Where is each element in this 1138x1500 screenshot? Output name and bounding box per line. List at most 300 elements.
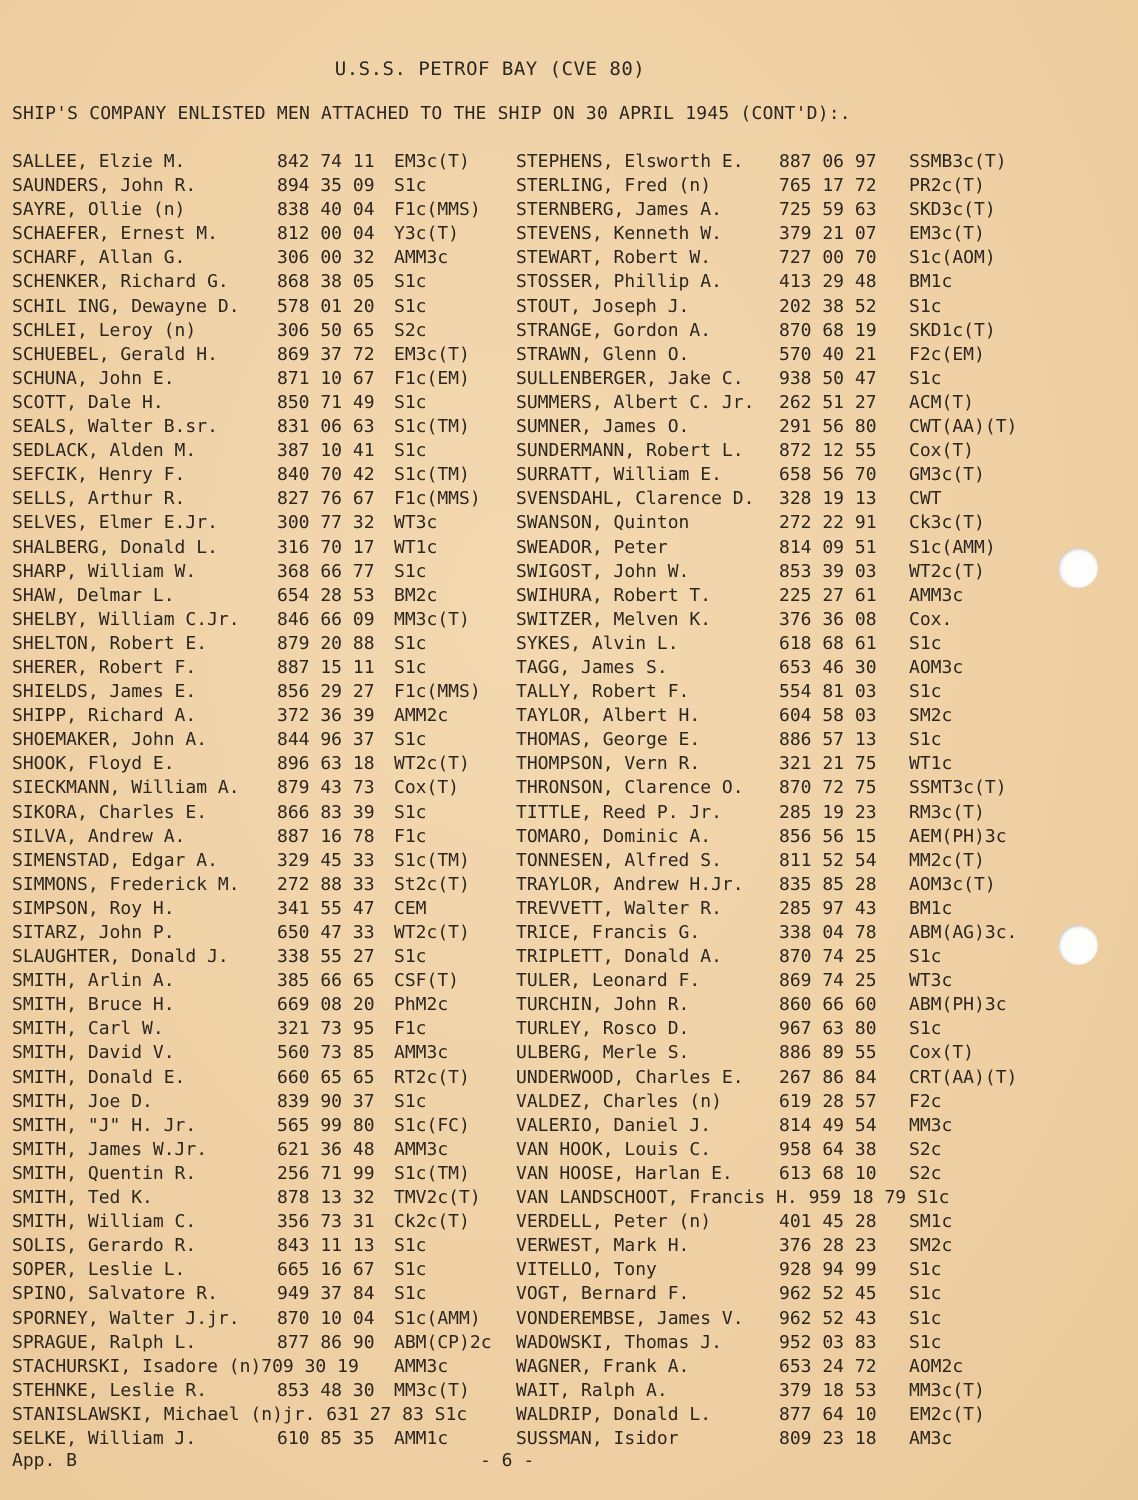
name-right: VOGT, Bernard F.	[516, 1283, 690, 1305]
name-left: SELLS, Arthur R.	[12, 488, 186, 510]
name-right: SUSSMAN, Isidor	[516, 1427, 679, 1449]
service-number-left: 843 11 13	[277, 1235, 375, 1257]
name-left: SHIELDS, James E.	[12, 681, 197, 703]
name-left: SMITH, Ted K.	[12, 1187, 153, 1209]
roster-row	[12, 993, 1042, 1017]
name-right: TRICE, Francis G.	[516, 922, 701, 943]
rating-right: SKD1c(T)	[909, 319, 996, 341]
name-left: SCHAEFER, Ernest M.	[12, 223, 218, 245]
service-number-right: 814 49 54	[779, 1114, 877, 1136]
service-number-right: 853 39 03	[779, 560, 877, 582]
roster-row	[12, 656, 1042, 680]
service-number-left: 831 06 63	[277, 416, 375, 438]
service-number-left: 321 73 95	[277, 1018, 375, 1040]
service-number-left: 896 63 18	[277, 753, 375, 775]
service-number-right: 604 58 03	[779, 705, 877, 727]
service-number-right: 887 06 97	[779, 151, 877, 172]
roster-row	[12, 1427, 1042, 1451]
name-right: TULER, Leonard F.	[516, 970, 701, 992]
roster-row	[12, 463, 1042, 487]
service-number-left: 356 73 31	[277, 1211, 375, 1233]
name-right: SVENSDAHL, Clarence D.	[516, 488, 755, 510]
rating-right: S1c	[909, 295, 942, 317]
rating-right: S2c	[909, 1162, 942, 1184]
service-number-left: 560 73 85	[277, 1042, 375, 1064]
service-number-left: 812 00 04	[277, 223, 375, 245]
name-left: SHOEMAKER, John A.	[12, 729, 208, 751]
document-title: U.S.S. PETROF BAY (CVE 80)	[334, 58, 646, 80]
rating-right: S2c	[909, 1138, 942, 1160]
rating-right: CWT	[909, 488, 942, 510]
rating-left: EM3c(T)	[394, 151, 470, 172]
service-number-left: 329 45 33	[277, 849, 375, 871]
service-number-left: 846 66 09	[277, 608, 375, 630]
rating-left: S1c	[394, 632, 427, 654]
name-right: ULBERG, Merle S.	[516, 1042, 690, 1064]
service-number-left: 879 20 88	[277, 632, 375, 654]
service-number-right: 814 09 51	[779, 536, 877, 558]
rating-left: S1c	[394, 1235, 427, 1257]
service-number-left: 870 10 04	[277, 1307, 375, 1329]
rating-left: WT2c(T)	[394, 922, 470, 943]
name-left: SHALBERG, Donald L.	[12, 536, 218, 558]
roster-row	[12, 174, 1042, 198]
service-number-left: 838 40 04	[277, 199, 375, 221]
rating-right: AOM3c(T)	[909, 873, 996, 895]
service-number-left: 844 96 37	[277, 729, 375, 751]
rating-right: F2c	[909, 1090, 942, 1112]
service-number-right: 872 12 55	[779, 440, 877, 462]
service-number-left: 387 10 41	[277, 440, 375, 462]
name-left: SHELBY, William C.Jr.	[12, 608, 240, 630]
rating-right: F2c(EM)	[909, 343, 985, 365]
service-number-left: 368 66 77	[277, 560, 375, 582]
roster-row	[12, 270, 1042, 294]
roster-row	[12, 849, 1042, 873]
roster-row	[12, 1355, 1042, 1379]
name-right: SWITZER, Melven K.	[516, 608, 712, 630]
service-number-right: 285 97 43	[779, 897, 877, 919]
roster-row	[12, 873, 1042, 897]
rating-left: AMM3c	[394, 247, 449, 269]
name-left: STANISLAWSKI, Michael (n)jr. 631 27 83 S1c	[12, 1403, 468, 1425]
name-left: SAYRE, Ollie (n)	[12, 199, 186, 221]
service-number-right: 272 22 91	[779, 512, 877, 534]
service-number-right: 379 21 07	[779, 223, 877, 245]
service-number-right: 570 40 21	[779, 343, 877, 365]
service-number-left: 272 88 33	[277, 873, 375, 895]
name-left: SMITH, William C.	[12, 1211, 197, 1233]
service-number-right: 653 46 30	[779, 656, 877, 678]
service-number-left: 949 37 84	[277, 1283, 375, 1305]
rating-right: S1c	[909, 367, 942, 389]
rating-right: GM3c(T)	[909, 464, 985, 486]
rating-left: F1c(MMS)	[394, 681, 481, 703]
service-number-right: 870 72 75	[779, 777, 877, 799]
service-number-left: 856 29 27	[277, 681, 375, 703]
service-number-left: 300 77 32	[277, 512, 375, 534]
service-number-right: 225 27 61	[779, 584, 877, 606]
name-right: STOSSER, Phillip A.	[516, 271, 722, 293]
roster-row	[12, 439, 1042, 463]
roster-row	[12, 295, 1042, 319]
rating-left: S1c	[394, 656, 427, 678]
rating-left: Cox(T)	[394, 777, 460, 799]
service-number-right: 860 66 60	[779, 994, 877, 1016]
rating-right: Cox.	[909, 608, 953, 630]
service-number-left: 665 16 67	[277, 1259, 375, 1281]
rating-right: S1c	[909, 1283, 942, 1305]
name-right: THRONSON, Clarence O.	[516, 777, 744, 799]
name-left: SMITH, Arlin A.	[12, 970, 175, 992]
service-number-right: 613 68 10	[779, 1162, 877, 1184]
name-left: SIKORA, Charles E.	[12, 801, 208, 823]
service-number-left: 879 43 73	[277, 777, 375, 799]
name-left: SHIPP, Richard A.	[12, 705, 197, 727]
rating-right: AOM2c	[909, 1355, 964, 1377]
service-number-right: 870 74 25	[779, 946, 877, 968]
rating-left: WT1c	[394, 536, 438, 558]
name-left: SHARP, William W.	[12, 560, 197, 582]
service-number-left: 316 70 17	[277, 536, 375, 558]
service-number-right: 413 29 48	[779, 271, 877, 293]
name-left: SEFCIK, Henry F.	[12, 464, 186, 486]
name-left: SEDLACK, Alden M.	[12, 440, 197, 462]
name-left: SAUNDERS, John R.	[12, 175, 197, 197]
roster-row	[12, 728, 1042, 752]
name-right: TAYLOR, Albert H.	[516, 705, 701, 727]
name-right: STEWART, Robert W.	[516, 247, 712, 269]
rating-left: S1c	[394, 946, 427, 968]
rating-right: S1c	[909, 946, 942, 968]
name-right: SWANSON, Quinton	[516, 512, 690, 534]
name-left: SMITH, Joe D.	[12, 1090, 153, 1112]
name-right: SWIGOST, John W.	[516, 560, 690, 582]
service-number-left: 842 74 11	[277, 151, 375, 172]
service-number-left: 372 36 39	[277, 705, 375, 727]
service-number-left: 866 83 39	[277, 801, 375, 823]
roster-table	[12, 150, 1042, 1451]
name-right: STRAWN, Glenn O.	[516, 343, 690, 365]
roster-row	[12, 222, 1042, 246]
name-right: TAGG, James S.	[516, 656, 668, 678]
name-left: SIMMONS, Frederick M.	[12, 873, 240, 895]
roster-row	[12, 969, 1042, 993]
document-subtitle: SHIP'S COMPANY ENLISTED MEN ATTACHED TO THE SHIP ON 30 APRIL 1945 (CONT'D):.	[12, 103, 851, 124]
roster-row	[12, 246, 1042, 270]
name-right: TOMARO, Dominic A.	[516, 825, 712, 847]
name-left: SMITH, Carl W.	[12, 1018, 164, 1040]
rating-right: S1c(AMM)	[909, 536, 996, 558]
name-right: VAN HOOK, Louis C.	[516, 1138, 712, 1160]
roster-row	[12, 391, 1042, 415]
service-number-right: 952 03 83	[779, 1331, 877, 1353]
service-number-left: 853 48 30	[277, 1379, 375, 1401]
rating-left: EM3c(T)	[394, 343, 470, 365]
rating-left: AMM3c	[394, 1355, 449, 1377]
service-number-right: 338 04 78	[779, 922, 877, 943]
name-right: WAIT, Ralph A.	[516, 1379, 668, 1401]
rating-left: S1c	[394, 729, 427, 751]
rating-right: S1c	[909, 729, 942, 751]
name-left: SILVA, Andrew A.	[12, 825, 186, 847]
rating-right: S1c	[909, 1018, 942, 1040]
service-number-right: 856 56 15	[779, 825, 877, 847]
name-left: STEHNKE, Leslie R.	[12, 1379, 208, 1401]
service-number-left: 256 71 99	[277, 1162, 375, 1184]
roster-row	[12, 704, 1042, 728]
roster-row	[12, 198, 1042, 222]
name-left: SIECKMANN, William A.	[12, 777, 240, 799]
service-number-right: 202 38 52	[779, 295, 877, 317]
name-right: WALDRIP, Donald L.	[516, 1403, 712, 1425]
service-number-left: 621 36 48	[277, 1138, 375, 1160]
rating-left: S1c	[394, 440, 427, 462]
rating-right: SM2c	[909, 1235, 953, 1257]
name-left: SCHARF, Allan G.	[12, 247, 186, 269]
service-number-right: 962 52 43	[779, 1307, 877, 1329]
service-number-left: 338 55 27	[277, 946, 375, 968]
service-number-right: 285 19 23	[779, 801, 877, 823]
name-left: SCOTT, Dale H.	[12, 391, 164, 413]
name-left: SCHLEI, Leroy (n)	[12, 319, 197, 341]
rating-right: MM3c	[909, 1114, 953, 1136]
service-number-right: 967 63 80	[779, 1018, 877, 1040]
rating-left: CSF(T)	[394, 970, 460, 992]
roster-row	[12, 1066, 1042, 1090]
service-number-left: 878 13 32	[277, 1187, 375, 1209]
service-number-left: 385 66 65	[277, 970, 375, 992]
name-right: STERLING, Fred (n)	[516, 175, 712, 197]
name-right: VALERIO, Daniel J.	[516, 1114, 712, 1136]
roster-row	[12, 1282, 1042, 1306]
service-number-right: 653 24 72	[779, 1355, 877, 1377]
roster-row	[12, 560, 1042, 584]
roster-row	[12, 1162, 1042, 1186]
rating-right: RM3c(T)	[909, 801, 985, 823]
rating-right: Ck3c(T)	[909, 512, 985, 534]
appendix-label: App. B	[12, 1450, 78, 1471]
name-left: SITARZ, John P.	[12, 922, 175, 943]
rating-left: S1c	[394, 560, 427, 582]
service-number-left: 850 71 49	[277, 391, 375, 413]
service-number-right: 886 57 13	[779, 729, 877, 751]
rating-left: F1c	[394, 825, 427, 847]
roster-row	[12, 825, 1042, 849]
rating-left: S1c(TM)	[394, 1162, 470, 1184]
roster-row	[12, 897, 1042, 921]
service-number-left: 827 76 67	[277, 488, 375, 510]
name-left: SHERER, Robert F.	[12, 656, 197, 678]
name-left: SCHIL ING, Dewayne D.	[12, 295, 240, 317]
name-right: SUMMERS, Albert C. Jr.	[516, 391, 755, 413]
name-left: SHELTON, Robert E.	[12, 632, 208, 654]
roster-row	[12, 1114, 1042, 1138]
name-left: SPRAGUE, Ralph L.	[12, 1331, 197, 1353]
rating-left: S1c	[394, 1259, 427, 1281]
rating-right: S1c	[909, 1307, 942, 1329]
rating-right: SSMT3c(T)	[909, 777, 1007, 799]
rating-left: S2c	[394, 319, 427, 341]
rating-left: S1c(FC)	[394, 1114, 470, 1136]
name-right: SUMNER, James O.	[516, 416, 690, 438]
roster-row	[12, 680, 1042, 704]
rating-left: CEM	[394, 897, 427, 919]
service-number-left: 660 65 65	[277, 1066, 375, 1088]
service-number-right: 765 17 72	[779, 175, 877, 197]
service-number-left: 868 38 05	[277, 271, 375, 293]
name-right: STERNBERG, James A.	[516, 199, 722, 221]
punch-hole	[1058, 925, 1098, 965]
roster-row	[12, 752, 1042, 776]
service-number-left: 871 10 67	[277, 367, 375, 389]
name-left: SPINO, Salvatore R.	[12, 1283, 218, 1305]
rating-right: MM3c(T)	[909, 1379, 985, 1401]
name-right: VALDEZ, Charles (n)	[516, 1090, 722, 1112]
rating-right: AOM3c	[909, 656, 964, 678]
rating-right: CWT(AA)(T)	[909, 416, 1018, 438]
rating-left: F1c(MMS)	[394, 199, 481, 221]
rating-right: SM1c	[909, 1211, 953, 1233]
roster-row	[12, 150, 1042, 174]
service-number-right: 401 45 28	[779, 1211, 877, 1233]
name-right: TRAYLOR, Andrew H.Jr.	[516, 873, 744, 895]
rating-right: AEM(PH)3c	[909, 825, 1007, 847]
rating-left: AMM2c	[394, 705, 449, 727]
service-number-right: 962 52 45	[779, 1283, 877, 1305]
service-number-left: 654 28 53	[277, 584, 375, 606]
name-right: STOUT, Joseph J.	[516, 295, 690, 317]
rating-left: S1c	[394, 1090, 427, 1112]
name-left: STACHURSKI, Isadore (n)709 30 19	[12, 1355, 359, 1377]
service-number-right: 886 89 55	[779, 1042, 877, 1064]
roster-row	[12, 319, 1042, 343]
rating-left: S1c	[394, 391, 427, 413]
service-number-right: 727 00 70	[779, 247, 877, 269]
service-number-left: 877 86 90	[277, 1331, 375, 1353]
service-number-right: 554 81 03	[779, 681, 877, 703]
roster-row	[12, 1186, 1042, 1210]
name-left: SOLIS, Gerardo R.	[12, 1235, 197, 1257]
name-right: TURLEY, Rosco D.	[516, 1018, 690, 1040]
rating-right: Cox(T)	[909, 1042, 975, 1064]
name-left: SIMPSON, Roy H.	[12, 897, 175, 919]
rating-right: BM1c	[909, 271, 953, 293]
service-number-left: 887 16 78	[277, 825, 375, 847]
roster-row	[12, 343, 1042, 367]
rating-left: S1c(AMM)	[394, 1307, 481, 1329]
service-number-right: 376 36 08	[779, 608, 877, 630]
service-number-right: 267 86 84	[779, 1066, 877, 1088]
rating-right: MM2c(T)	[909, 849, 985, 871]
rating-left: S1c	[394, 801, 427, 823]
roster-row	[12, 415, 1042, 439]
service-number-right: 658 56 70	[779, 464, 877, 486]
roster-row	[12, 608, 1042, 632]
roster-row	[12, 1017, 1042, 1041]
rating-left: MM3c(T)	[394, 608, 470, 630]
name-right: SUNDERMANN, Robert L.	[516, 440, 744, 462]
rating-right: WT1c	[909, 753, 953, 775]
rating-left: St2c(T)	[394, 873, 470, 895]
service-number-right: 869 74 25	[779, 970, 877, 992]
service-number-left: 306 00 32	[277, 247, 375, 269]
roster-row	[12, 801, 1042, 825]
service-number-left: 840 70 42	[277, 464, 375, 486]
page-number: - 6 -	[480, 1450, 535, 1471]
service-number-left: 869 37 72	[277, 343, 375, 365]
rating-right: ABM(AG)3c.	[909, 922, 1018, 943]
roster-row	[12, 367, 1042, 391]
name-left: SMITH, James W.Jr.	[12, 1138, 208, 1160]
roster-row	[12, 1138, 1042, 1162]
roster-row	[12, 921, 1042, 945]
roster-row	[12, 945, 1042, 969]
name-right: VERWEST, Mark H.	[516, 1235, 690, 1257]
rating-right: BM1c	[909, 897, 953, 919]
name-left: SELKE, William J.	[12, 1427, 197, 1449]
name-right: WADOWSKI, Thomas J.	[516, 1331, 722, 1353]
rating-right: EM3c(T)	[909, 223, 985, 245]
rating-left: F1c(MMS)	[394, 488, 481, 510]
service-number-right: 928 94 99	[779, 1259, 877, 1281]
rating-left: Y3c(T)	[394, 223, 460, 245]
name-right: WAGNER, Frank A.	[516, 1355, 690, 1377]
name-left: SHAW, Delmar L.	[12, 584, 175, 606]
rating-right: S1c(AOM)	[909, 247, 996, 269]
service-number-right: 619 28 57	[779, 1090, 877, 1112]
roster-row	[12, 1258, 1042, 1282]
rating-left: S1c	[394, 175, 427, 197]
name-left: SCHENKER, Richard G.	[12, 271, 229, 293]
name-right: TALLY, Robert F.	[516, 681, 690, 703]
service-number-right: 262 51 27	[779, 391, 877, 413]
service-number-right: 809 23 18	[779, 1427, 877, 1449]
roster-row	[12, 536, 1042, 560]
name-right: VAN LANDSCHOOT, Francis H. 959 18 79 S1c	[516, 1187, 950, 1209]
rating-right: WT2c(T)	[909, 560, 985, 582]
name-left: SPORNEY, Walter J.jr.	[12, 1307, 240, 1329]
rating-left: PhM2c	[394, 994, 449, 1016]
name-right: TREVVETT, Walter R.	[516, 897, 722, 919]
roster-row	[12, 1379, 1042, 1403]
service-number-left: 610 85 35	[277, 1427, 375, 1449]
rating-left: ABM(CP)2c	[394, 1331, 492, 1353]
rating-right: SSMB3c(T)	[909, 151, 1007, 172]
rating-left: MM3c(T)	[394, 1379, 470, 1401]
name-left: SMITH, Donald E.	[12, 1066, 186, 1088]
service-number-right: 291 56 80	[779, 416, 877, 438]
service-number-left: 839 90 37	[277, 1090, 375, 1112]
name-right: TRIPLETT, Donald A.	[516, 946, 722, 968]
name-left: SMITH, "J" H. Jr.	[12, 1114, 197, 1136]
roster-row	[12, 1403, 1042, 1427]
name-right: SYKES, Alvin L.	[516, 632, 679, 654]
rating-left: BM2c	[394, 584, 438, 606]
roster-row	[12, 584, 1042, 608]
rating-left: S1c	[394, 1283, 427, 1305]
name-right: VONDEREMBSE, James V.	[516, 1307, 744, 1329]
service-number-right: 811 52 54	[779, 849, 877, 871]
name-left: SALLEE, Elzie M.	[12, 151, 186, 172]
service-number-right: 321 21 75	[779, 753, 877, 775]
rating-left: AMM3c	[394, 1138, 449, 1160]
service-number-left: 565 99 80	[277, 1114, 375, 1136]
name-left: SMITH, Quentin R.	[12, 1162, 197, 1184]
name-left: SCHUEBEL, Gerald H.	[12, 343, 218, 365]
service-number-left: 306 50 65	[277, 319, 375, 341]
rating-left: S1c(TM)	[394, 416, 470, 438]
